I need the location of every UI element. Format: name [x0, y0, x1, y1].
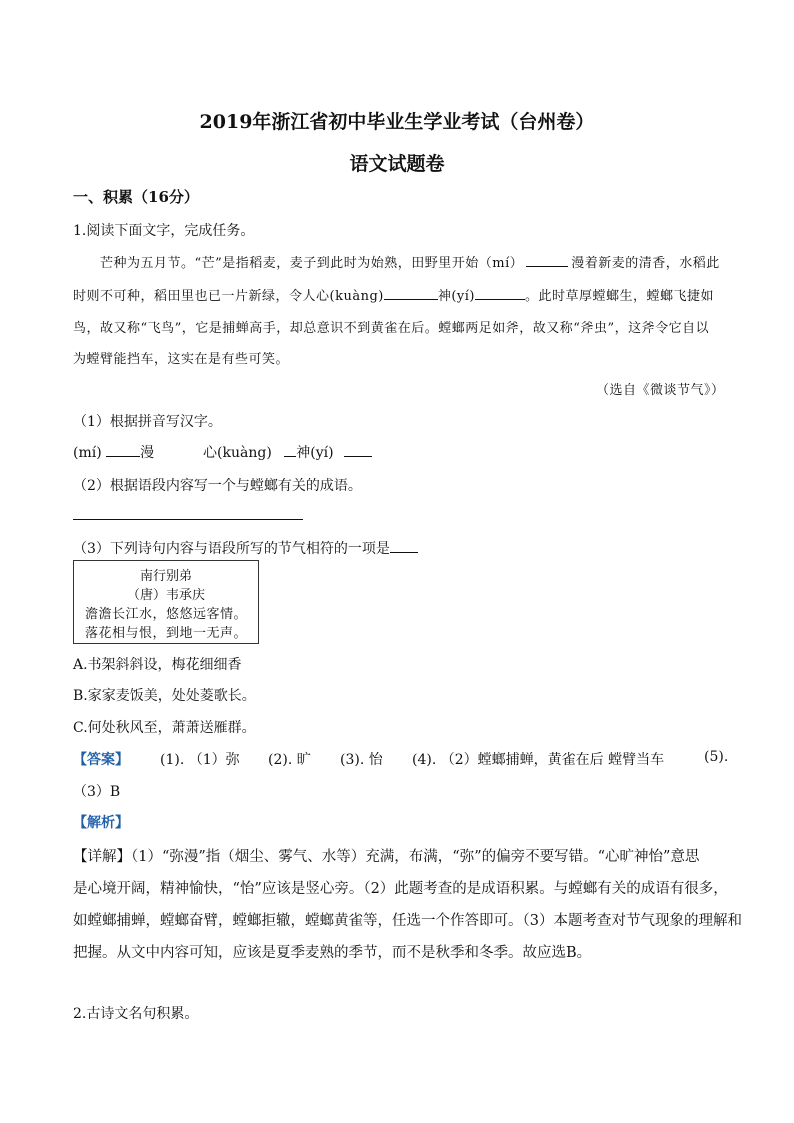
- analysis-line-1: 【详解】（1）“弥漫”指（烟尘、雾气、水等）充满，布满，“弥”的偏旁不要写错。“心旷神怡”意思: [73, 849, 700, 865]
- answer-part-1: (1). （1）弥: [160, 752, 240, 768]
- passage-line-3: 鸟，故又称“飞鸟”，它是捕蝉高手，却总意识不到黄雀在后。螳螂两足如斧，故又称“斧虫”，这斧令它自以: [73, 321, 710, 336]
- answer-part-6: （3）B: [73, 784, 121, 800]
- question-1-prompt: 1.阅读下面文字，完成任务。: [73, 223, 255, 239]
- passage-line-4: 为螳臂能挡车，这实在是有些可笑。: [73, 352, 290, 367]
- subquestion-3: （3）下列诗句内容与语段所写的节气相符的一项是: [73, 538, 418, 558]
- poem-box: [73, 560, 259, 644]
- poem-line-2: 落花相与恨，到地一无声。: [84, 626, 247, 641]
- passage-line-2: 时则不可种，稻田里也已一片新绿，令人心(kuàng) 神(yí) 。此时草厚螳螂生，螳螂飞捷如: [73, 289, 715, 304]
- analysis-line-3: 如螳螂捕蝉，螳螂奋臂，螳螂拒辙，螳螂黄雀等，任选一个作答即可。（3）本题考查对节气现象的理解和: [73, 913, 742, 929]
- option-b: B.家家麦饭美，处处菱歌长。: [73, 688, 256, 704]
- page-subtitle: 语文试题卷: [349, 153, 445, 175]
- passage-source: （选自《微谈节气》）: [596, 383, 725, 398]
- subquestion-2: （2）根据语段内容写一个与螳螂有关的成语。: [73, 478, 362, 494]
- question-2-prompt: 2.古诗文名句积累。: [73, 1006, 199, 1022]
- answer-row: [73, 749, 129, 769]
- analysis-line-2: 是心境开阔，精神愉快，“怡”应该是竖心旁。（2）此题考查的是成语积累。与螳螂有关的成语有很多，: [73, 881, 728, 897]
- answer-part-5: (5).: [704, 749, 729, 765]
- pinyin-answer-line: (mí) 漫 心(kuàng) 神(yí): [73, 442, 372, 462]
- analysis-label: 【解析】: [73, 815, 129, 831]
- answer-line: [73, 519, 303, 520]
- option-a: A.书架斜斜设，梅花细细香: [73, 657, 242, 673]
- subquestion-1: （1）根据拼音写汉字。: [73, 414, 222, 430]
- option-c: C.何处秋风至，萧萧送雁群。: [73, 720, 256, 736]
- poem-author: （唐）韦承庆: [126, 588, 205, 603]
- analysis-line-4: 把握。从文中内容可知，应该是夏季麦熟的季节，而不是秋季和冬季。故应选B。: [73, 945, 592, 961]
- section-heading: 一、积累（16分）: [73, 188, 199, 206]
- answer-part-4: (4). （2）螳螂捕蝉，黄雀在后 螳臂当车: [412, 752, 665, 768]
- answer-part-2: (2). 旷: [268, 752, 311, 768]
- page-title: 2019年浙江省初中毕业生学业考试（台州卷）: [199, 111, 595, 133]
- answer-label: 【答案】: [73, 752, 129, 768]
- passage-line-1: 芒种为五月节。“芒”是指稻麦，麦子到此时为始熟，田野里开始（mí） 漫着新麦的清香，水稻此: [100, 256, 720, 271]
- answer-part-3: (3). 怡: [340, 752, 383, 768]
- poem-line-1: 澹澹长江水，悠悠远客情。: [84, 607, 247, 622]
- poem-title: 南行别弟: [139, 569, 192, 584]
